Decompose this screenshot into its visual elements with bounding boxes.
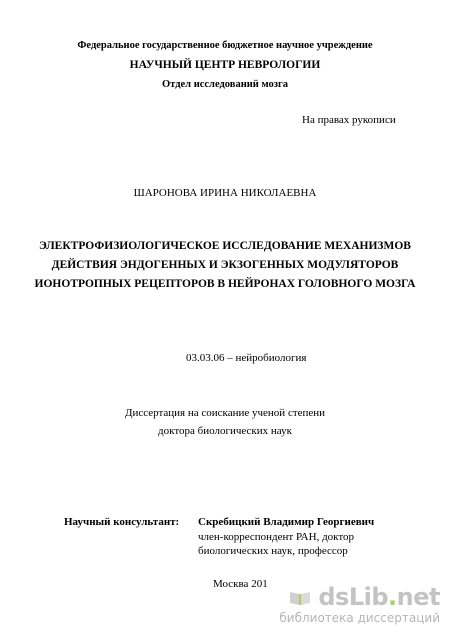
logo-dot: . bbox=[388, 583, 397, 611]
watermark[interactable] bbox=[260, 583, 440, 631]
specialty-code: 03.03.06 – нейробиология bbox=[186, 352, 307, 364]
logo-tld: net bbox=[396, 583, 440, 611]
logo-main: dsLib bbox=[318, 583, 389, 611]
center-name: НАУЧНЫЙ ЦЕНТР НЕВРОЛОГИИ bbox=[129, 59, 321, 71]
degree-line-1: Диссертация на соискание ученой степени bbox=[124, 407, 326, 419]
manuscript-rights: На правах рукописи bbox=[302, 114, 396, 126]
dissertation-title-line-3: ИОНОТРОПНЫХ РЕЦЕПТОРОВ В НЕЙРОНАХ ГОЛОВНОГО МОЗГА bbox=[34, 278, 416, 290]
consultant-name: Скребицкий Владимир Георгиевич bbox=[198, 516, 375, 528]
watermark-logo bbox=[318, 583, 440, 611]
institution-line: Федеральное государственное бюджетное научное учреждение bbox=[77, 40, 373, 51]
dissertation-title-line-2: ДЕЙСТВИЯ ЭНДОГЕННЫХ И ЭКЗОГЕННЫХ МОДУЛЯТОРОВ bbox=[51, 259, 399, 271]
author-name: ШАРОНОВА ИРИНА НИКОЛАЕВНА bbox=[133, 187, 317, 199]
department-name: Отдел исследований мозга bbox=[162, 79, 288, 90]
consultant-label: Научный консультант: bbox=[64, 516, 180, 528]
consultant-role-1: член-корреспондент РАН, доктор bbox=[198, 531, 355, 543]
watermark-subtitle: библиотека диссертаций bbox=[279, 611, 440, 625]
dissertation-title-line-1: ЭЛЕКТРОФИЗИОЛОГИЧЕСКОЕ ИССЛЕДОВАНИЕ МЕХАНИЗМОВ bbox=[39, 240, 411, 252]
degree-line-2: доктора биологических наук bbox=[158, 425, 292, 437]
city-year: Москва 201 bbox=[213, 578, 268, 590]
consultant-role-2: биологических наук, профессор bbox=[198, 545, 348, 557]
book-icon bbox=[288, 589, 312, 607]
